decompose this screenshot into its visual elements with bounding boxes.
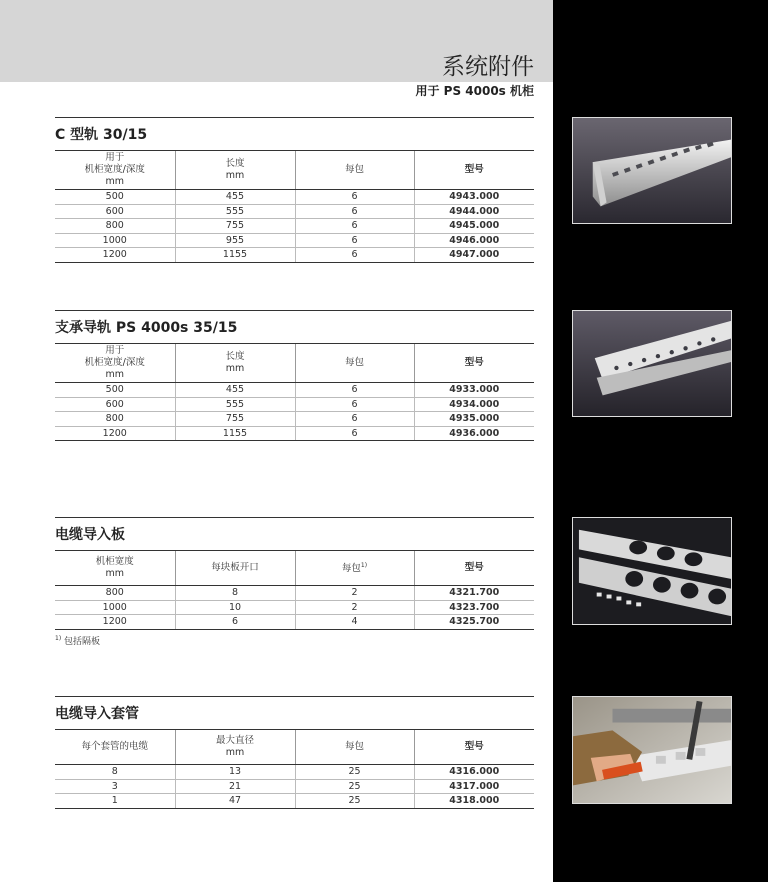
table-row: 1000 955 6 4946.000 xyxy=(55,233,534,248)
col-header-openings: 每块板开口 xyxy=(175,551,295,586)
spec-table xyxy=(55,550,534,630)
support-rail-photo xyxy=(572,310,732,417)
table-row: 1000 10 2 4323.700 xyxy=(55,600,534,615)
table-row: 600 555 6 4944.000 xyxy=(55,204,534,219)
table-row: 800 755 6 4945.000 xyxy=(55,219,534,234)
table-row: 8 13 25 4316.000 xyxy=(55,765,534,780)
spec-table xyxy=(55,729,534,809)
table-row: 3 21 25 4317.000 xyxy=(55,779,534,794)
col-header-model: 型号 xyxy=(414,344,534,383)
col-header-model: 型号 xyxy=(414,551,534,586)
table-row: 1 47 25 4318.000 xyxy=(55,794,534,809)
section-title: C 型轨 30/15 xyxy=(55,127,148,143)
table-row: 800 755 6 4935.000 xyxy=(55,412,534,427)
col-header-pack: 每包 xyxy=(295,151,414,190)
table-row: 1200 1155 6 4936.000 xyxy=(55,426,534,441)
table-row: 1200 6 4 4325.700 xyxy=(55,615,534,630)
table-row: 1200 1155 6 4947.000 xyxy=(55,248,534,263)
section-cable-entry-plate xyxy=(55,517,534,647)
cable-entry-plate-photo xyxy=(572,517,732,625)
col-header-cabinet: 用于 机柜宽度/深度 mm xyxy=(55,151,175,190)
section-title: 电缆导入板 xyxy=(55,527,125,543)
col-header-model: 型号 xyxy=(414,730,534,765)
spec-table xyxy=(55,343,534,441)
col-header-pack: 每包 xyxy=(295,730,414,765)
col-header-cables-per-sleeve: 每个套管的电缆 xyxy=(55,730,175,765)
page-subtitle: 用于 PS 4000s 机柜 xyxy=(415,84,534,98)
col-header-max-diameter: 最大直径 mm xyxy=(175,730,295,765)
col-header-length: 长度 mm xyxy=(175,344,295,383)
col-header-length: 长度 mm xyxy=(175,151,295,190)
col-header-pack: 每包 xyxy=(295,344,414,383)
table-row: 600 555 6 4934.000 xyxy=(55,397,534,412)
col-header-cabinet: 用于 机柜宽度/深度 mm xyxy=(55,344,175,383)
section-title: 支承导轨 PS 4000s 35/15 xyxy=(55,320,238,336)
c-rail-photo xyxy=(572,117,732,224)
spec-table xyxy=(55,150,534,263)
col-header-pack: 每包$^{1)}$ xyxy=(295,551,414,586)
section-c-rail xyxy=(55,117,534,263)
table-row: 500 455 6 4943.000 xyxy=(55,190,534,205)
footnote: $^{1)}$ 包括隔板 xyxy=(55,634,101,647)
col-header-model: 型号 xyxy=(414,151,534,190)
section-title: 电缆导入套管 xyxy=(55,706,139,722)
section-support-rail xyxy=(55,310,534,441)
cable-gland-sleeve-photo xyxy=(572,696,732,804)
page-title: 系统附件 xyxy=(442,54,534,80)
col-header-cabinet-width: 机柜宽度 mm xyxy=(55,551,175,586)
section-cable-gland-sleeve xyxy=(55,696,534,809)
table-row: 500 455 6 4933.000 xyxy=(55,383,534,398)
table-row: 800 8 2 4321.700 xyxy=(55,586,534,601)
